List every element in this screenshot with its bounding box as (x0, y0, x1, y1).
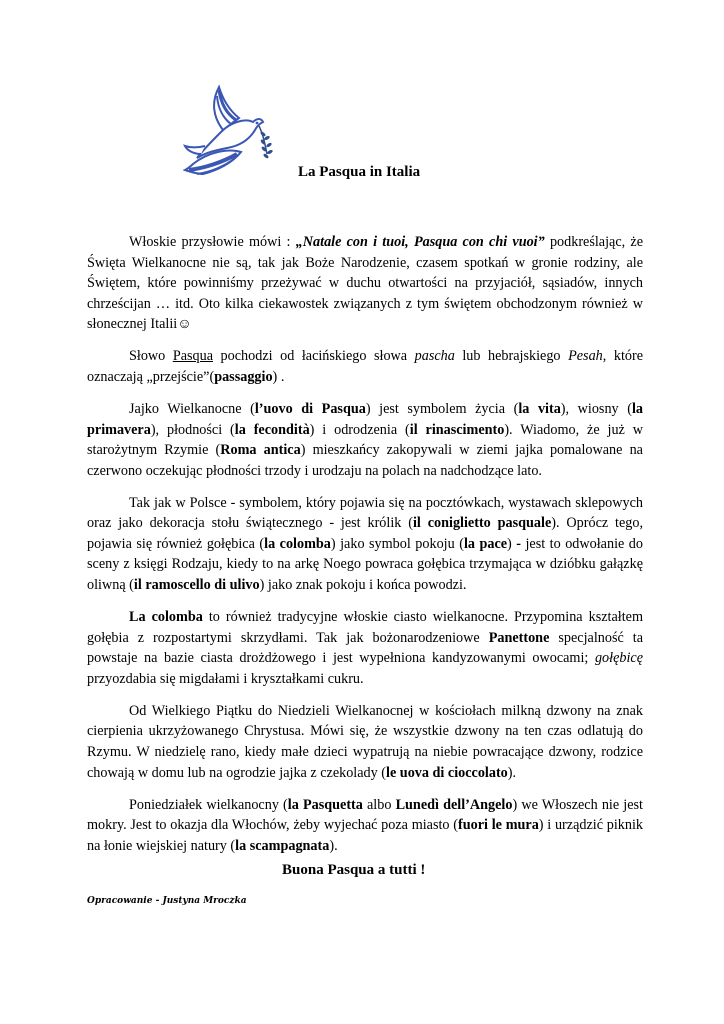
paragraph-bells: Od Wielkiego Piątku do Niedzieli Wielkanocnej w kościołach milkną dzwony na znak cierpienia ukrzyżowanego Chrystusa. Mówi się, że wszystkie dzwony na ten czas odlatują do Rzymu. W niedzielę rano, kiedy małe dzieci wypatrują na niebie powracające dzwony, rodzice chowają w domu lub na ogrodzie jajka z czekolady (le uova di cioccolato). (87, 702, 643, 781)
smiley-icon: ☺ (177, 316, 192, 333)
paragraph-symbols: Tak jak w Polsce - symbolem, który pojawia się na pocztówkach, wystawach sklepowych oraz jako dekoracja stołu świątecznego - jest królik (il coniglietto pasquale). Oprócz tego, pojawia się również gołębica (la colomba) jako symbol pokoju (la pace) - jest to odwołanie do sceny z księgi Rodzaju, kiedy to na arkę Noego powraca gołębica trzymająca w dzióbku gałązkę oliwną (il ramoscello di ulivo) jako znak pokoju i końca powodzi. (87, 494, 643, 594)
paragraph-colomba-cake: La colomba to również tradycyjne włoskie ciasto wielkanocne. Przypomina kształtem gołębia z rozpostartymi skrzydłami. Tak jak bożonarodzeniowe Panettone specjalność ta powstaje na bazie ciasta drożdżowego i jest wypełniona kandyzowanymi owocami; gołębicę przyozdabia się migdałami i kryształkami cukru. (87, 609, 643, 687)
closing-greeting: Buona Pasqua a tutti ! (282, 862, 426, 878)
paragraph-pasquetta: Poniedziałek wielkanocny (la Pasquetta albo Lunedì dell’Angelo) we Włoszech nie jest mokry. Jest to okazja dla Włochów, żeby wyjechać poza miasto (fuori le mura) i urządzić piknik na łonie wiejskiej natury (la scampagnata). (87, 796, 644, 854)
underlined-word: Pasqua (172, 348, 214, 365)
author-credit: Opracowanie - Justyna Mroczka (87, 896, 247, 906)
paragraph-etymology: Słowo Pasqua pochodzi od łacińskiego słowa pascha lub hebrajskiego Pesah, które oznaczają „przejście”(passaggio) . (87, 348, 644, 385)
dove-with-olive-branch-icon (183, 82, 283, 184)
page-title: La Pasqua in Italia (298, 164, 421, 180)
document-body (87, 232, 643, 868)
proverb-quote: „Natale con i tuoi, Pasqua con chi vuoi” (295, 234, 545, 250)
paragraph-proverb: Włoskie przysłowie mówi : „Natale con i tuoi, Pasqua con chi vuoi” podkreślając, że Święta Wielkanocne nie są, tak jak Boże Narodzenie, czasem spotkań w gronie rodziny, ale Świętem, które powinniśmy przeżywać w duchu otwartości na przyjaciół, sąsiadów, innych chrześcijan … itd. Oto kilka ciekawostek związanych z tym świętem obchodzonym również w słonecznej Italii☺ (87, 234, 644, 333)
paragraph-easter-egg: Jajko Wielkanocne (l’uovo di Pasqua) jest symbolem życia (la vita), wiosny (la primavera), płodności (la fecondità) i odrodzenia (il rinascimento). Wiadomo, że już w starożytnym Rzymie (Roma antica) mieszkańcy zakopywali w ziemi jajka pomalowane na czerwono oczekując płodności trzody i urodzaju na polach na nadchodzące lato. (87, 400, 643, 479)
